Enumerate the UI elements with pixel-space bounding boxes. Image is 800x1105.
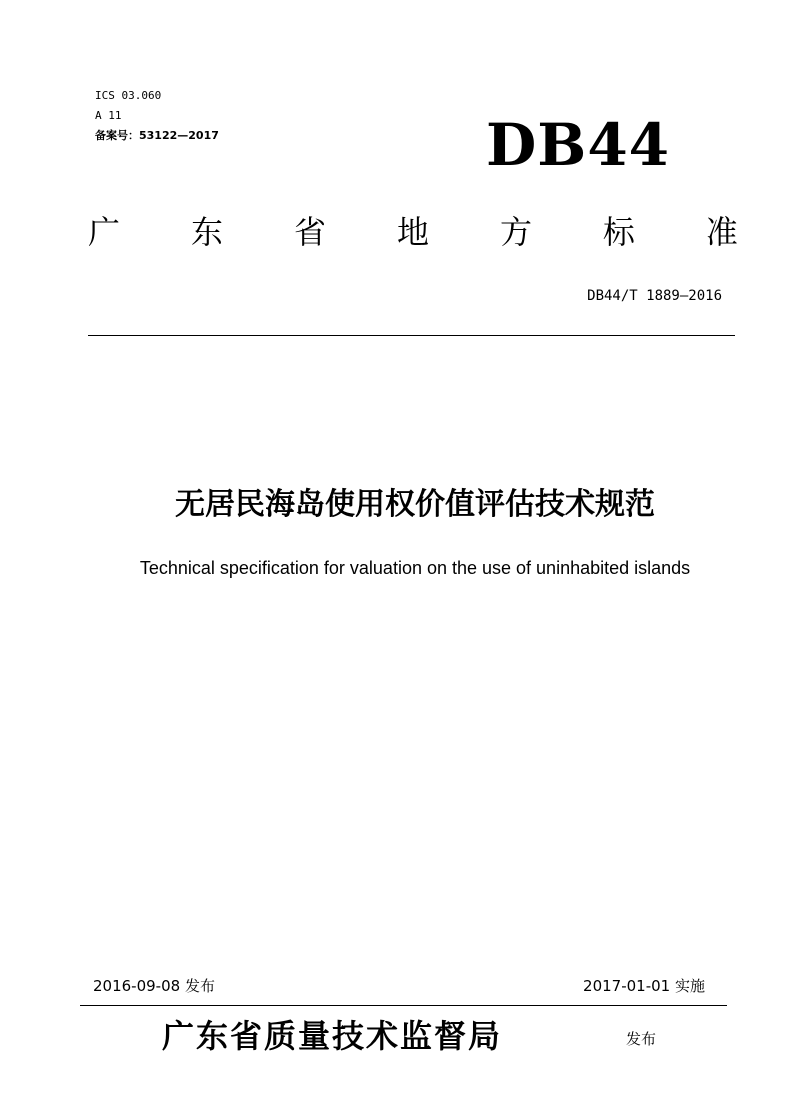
ics-code: ICS 03.060 [95,89,162,102]
standard-type-char: 准 [705,213,738,251]
db44-logo: DB44 [486,111,671,179]
standard-type-char: 标 [602,213,635,251]
standard-type-heading [88,210,738,254]
classification-code: A 11 [95,109,122,122]
standard-type-char: 省 [293,213,326,251]
implementation-date: 2017-01-01 实施 [583,977,705,995]
title-chinese: 无居民海岛使用权价值评估技术规范 [175,487,655,522]
standard-type-char: 广 [88,213,121,251]
title-english: Technical specification for valuation on the use of uninhabited islands [139,558,691,578]
registration-number: 备案号：53122—2017 [95,129,219,142]
standard-type-char: 地 [396,213,429,251]
authority-issue-label: 发布 [626,1030,657,1048]
standard-type-char: 东 [190,213,223,251]
issuing-authority: 广东省质量技术监督局 [162,1017,503,1055]
issue-date: 2016-09-08 发布 [93,977,215,995]
top-divider [88,335,735,336]
bottom-divider [80,1005,727,1006]
standard-type-char: 方 [499,213,532,251]
standard-number: DB44/T 1889—2016 [587,288,722,304]
